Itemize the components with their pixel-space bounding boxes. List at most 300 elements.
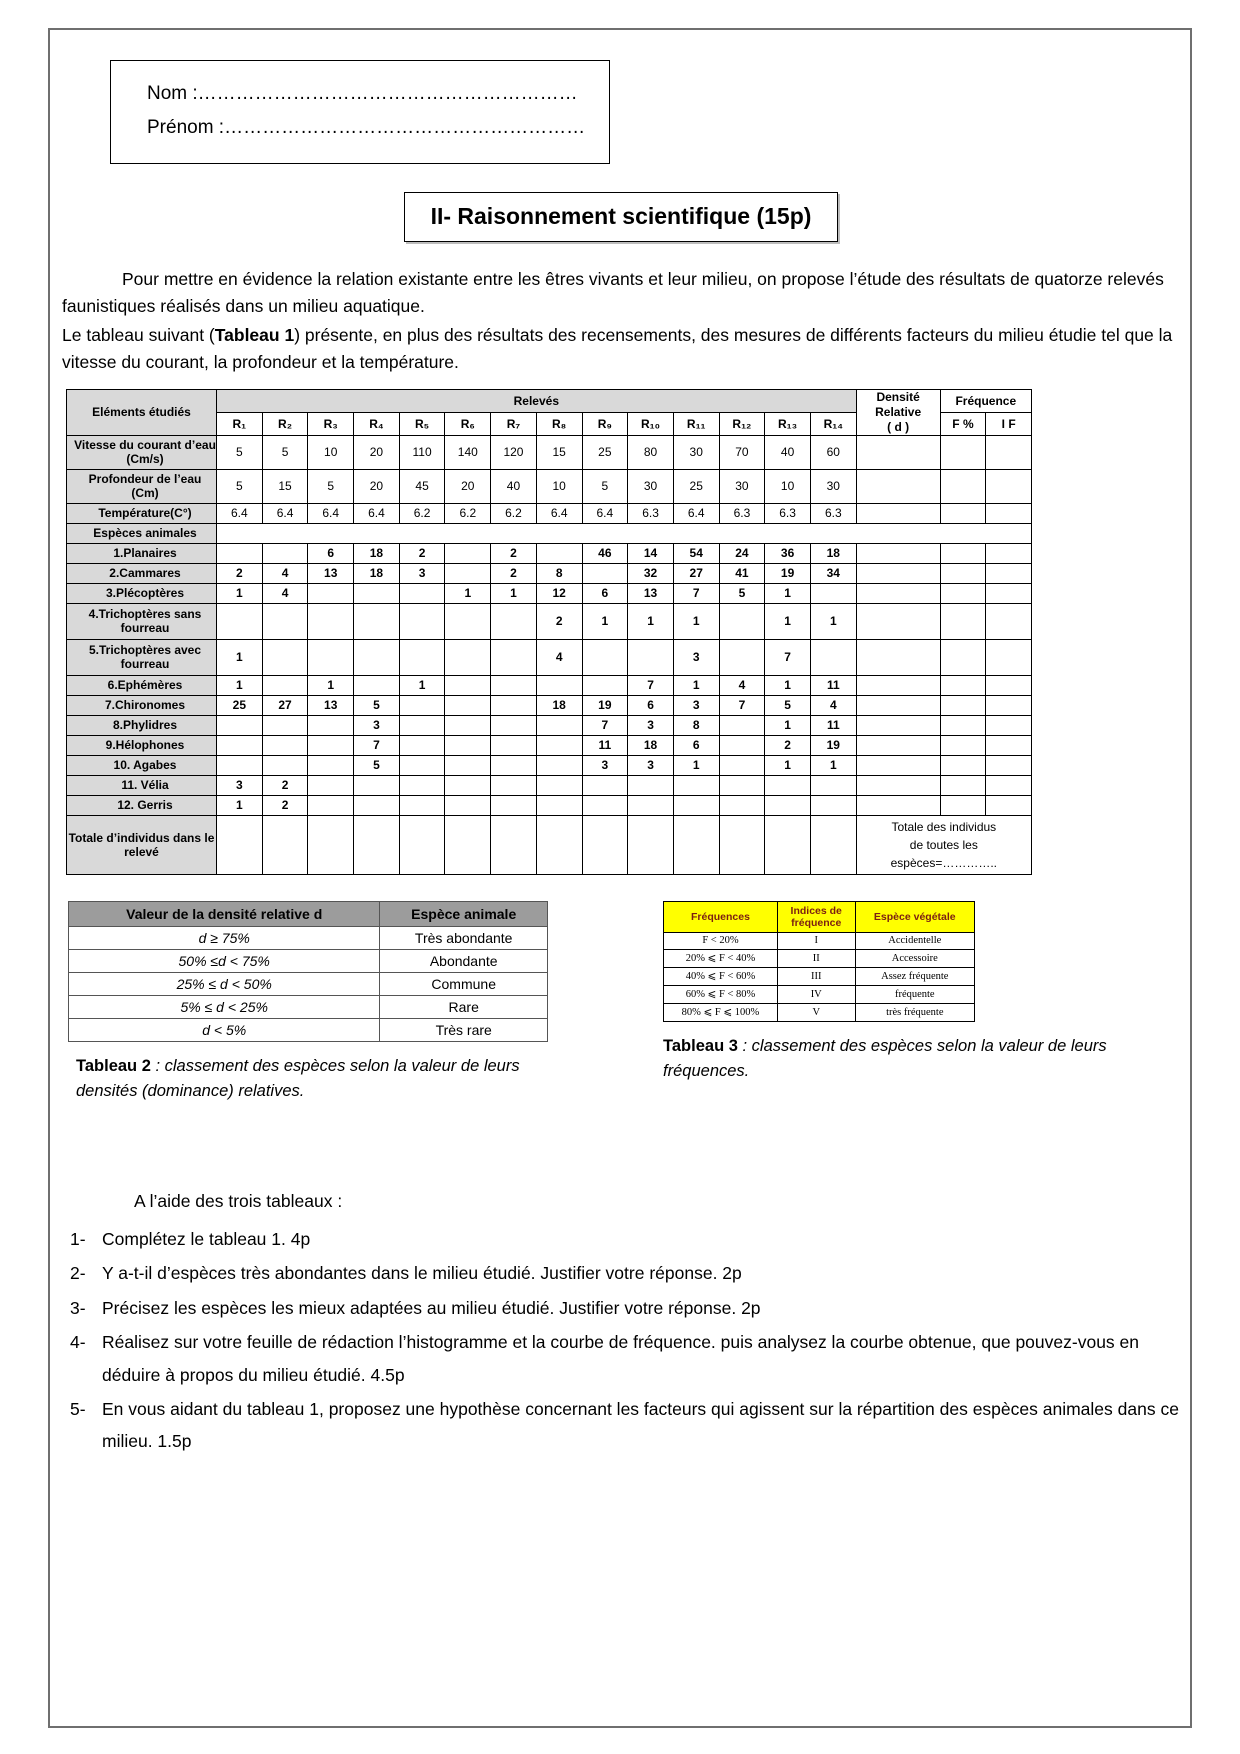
cell-s11-r4 xyxy=(354,775,400,795)
intro-paragraph-2 xyxy=(62,322,1180,376)
identity-box xyxy=(110,60,610,164)
header-if: I F xyxy=(986,412,1032,435)
cell-s10-r4: 5 xyxy=(354,755,400,775)
questions-list xyxy=(62,1223,1180,1458)
question-item xyxy=(62,1393,1180,1458)
cell-s3-r11: 7 xyxy=(673,583,719,603)
table-row xyxy=(67,639,1032,675)
table-2-body xyxy=(69,926,548,1041)
cell-s8-r14: 11 xyxy=(810,715,856,735)
cell-total-r13 xyxy=(765,815,811,874)
prenom-field[interactable]: Prénom :………………………………………………… xyxy=(147,117,586,138)
cell-total-r8 xyxy=(536,815,582,874)
cell-if-s3 xyxy=(986,583,1032,603)
cell-s12-r5 xyxy=(399,795,445,815)
cell-s11-r12 xyxy=(719,775,765,795)
cell-fpercent-s12 xyxy=(940,795,986,815)
cell-f1-r1: 5 xyxy=(217,435,263,469)
row-label-species-10: 10. Agabes xyxy=(67,755,217,775)
t3-freq-4: 60% ⩽ F < 80% xyxy=(664,985,778,1003)
header-releve-5: R₅ xyxy=(399,412,445,435)
question-item xyxy=(62,1223,1180,1255)
cell-s2-r11: 27 xyxy=(673,563,719,583)
table-1-releves xyxy=(66,389,1032,875)
t3-caption-text: : classement des espèces selon la valeur de leurs fréquences. xyxy=(663,1036,1107,1081)
species-section-row xyxy=(67,523,1032,543)
cell-s7-r10: 6 xyxy=(628,695,674,715)
table-row xyxy=(664,985,975,1003)
row-label-species-8: 8.Phylidres xyxy=(67,715,217,735)
cell-s12-r7 xyxy=(491,795,537,815)
row-label-species-9: 9.Hélophones xyxy=(67,735,217,755)
table-2-header-row xyxy=(69,901,548,926)
cell-s2-r5: 3 xyxy=(399,563,445,583)
cell-s6-r6 xyxy=(445,675,491,695)
t2-species-3: Commune xyxy=(380,972,548,995)
cell-s8-r6 xyxy=(445,715,491,735)
t2-range-3: 25% ≤ d < 50% xyxy=(69,972,380,995)
header-releve-10: R₁₀ xyxy=(628,412,674,435)
cell-densite-f1 xyxy=(856,435,940,469)
cell-total-r11 xyxy=(673,815,719,874)
cell-s4-r4 xyxy=(354,603,400,639)
table-2-head xyxy=(69,901,548,926)
cell-s3-r12: 5 xyxy=(719,583,765,603)
row-label-species-3: 3.Plécoptères xyxy=(67,583,217,603)
cell-s1-r8 xyxy=(536,543,582,563)
cell-s9-r8 xyxy=(536,735,582,755)
cell-s3-r6: 1 xyxy=(445,583,491,603)
cell-s7-r6 xyxy=(445,695,491,715)
row-label-factor-2: Profondeur de l’eau (Cm) xyxy=(67,469,217,503)
cell-s2-r8: 8 xyxy=(536,563,582,583)
table-row xyxy=(67,563,1032,583)
table-row xyxy=(67,775,1032,795)
cell-fpercent-s2 xyxy=(940,563,986,583)
cell-s9-r14: 19 xyxy=(810,735,856,755)
table-3-head xyxy=(664,901,975,932)
cell-s1-r14: 18 xyxy=(810,543,856,563)
cell-f2-r10: 30 xyxy=(628,469,674,503)
cell-f2-r3: 5 xyxy=(308,469,354,503)
table-1-body xyxy=(67,435,1032,874)
cell-s3-r1: 1 xyxy=(217,583,263,603)
cell-densite-s5 xyxy=(856,639,940,675)
cell-s5-r5 xyxy=(399,639,445,675)
cell-f1-r9: 25 xyxy=(582,435,628,469)
row-label-especes-animales: Espèces animales xyxy=(67,523,217,543)
cell-s8-r13: 1 xyxy=(765,715,811,735)
cell-s4-r9: 1 xyxy=(582,603,628,639)
cell-fpercent-s1 xyxy=(940,543,986,563)
header-elements-etudies: Eléments étudiés xyxy=(67,389,217,435)
cell-s12-r3 xyxy=(308,795,354,815)
cell-s3-r4 xyxy=(354,583,400,603)
cell-s8-r1 xyxy=(217,715,263,735)
header-releve-12: R₁₂ xyxy=(719,412,765,435)
table-1-header-row-1 xyxy=(67,389,1032,412)
cell-fpercent-s8 xyxy=(940,715,986,735)
intro-paragraph-1: Pour mettre en évidence la relation existante entre les êtres vivants et leur milieu, on propose l’étude des résultats de quatorze relevés faunistiques réalisés dans un milieu aquatique. xyxy=(62,269,1164,317)
cell-s4-r14: 1 xyxy=(810,603,856,639)
cell-total-r4 xyxy=(354,815,400,874)
t3-espece-2: Accessoire xyxy=(855,949,974,967)
cell-if-s5 xyxy=(986,639,1032,675)
cell-densite-f2 xyxy=(856,469,940,503)
cell-total-r9 xyxy=(582,815,628,874)
cell-f1-r8: 15 xyxy=(536,435,582,469)
cell-f1-r10: 80 xyxy=(628,435,674,469)
cell-s12-r9 xyxy=(582,795,628,815)
cell-s2-r14: 34 xyxy=(810,563,856,583)
cell-densite-s8 xyxy=(856,715,940,735)
cell-s10-r5 xyxy=(399,755,445,775)
cell-fpercent-f1 xyxy=(940,435,986,469)
cell-s10-r11: 1 xyxy=(673,755,719,775)
cell-s9-r1 xyxy=(217,735,263,755)
t2-header-espece: Espèce animale xyxy=(380,901,548,926)
cell-f3-r7: 6.2 xyxy=(491,503,537,523)
cell-s12-r6 xyxy=(445,795,491,815)
cell-s6-r13: 1 xyxy=(765,675,811,695)
cell-s7-r5 xyxy=(399,695,445,715)
cell-total-r1 xyxy=(217,815,263,874)
t3-freq-3: 40% ⩽ F < 60% xyxy=(664,967,778,985)
header-releve-11: R₁₁ xyxy=(673,412,719,435)
cell-s3-r3 xyxy=(308,583,354,603)
cell-fpercent-s9 xyxy=(940,735,986,755)
cell-s11-r14 xyxy=(810,775,856,795)
cell-s8-r2 xyxy=(262,715,308,735)
cell-s10-r8 xyxy=(536,755,582,775)
cell-f2-r7: 40 xyxy=(491,469,537,503)
header-frequence-group: Fréquence xyxy=(940,389,1031,412)
cell-s1-r6 xyxy=(445,543,491,563)
cell-f3-r3: 6.4 xyxy=(308,503,354,523)
t2-species-2: Abondante xyxy=(380,949,548,972)
cell-s12-r1: 1 xyxy=(217,795,263,815)
intro-p2-c: ) présente, en plus des résultats des recensements, des mesures de différents facteurs du milieu étudie tel que la vitesse du courant, la profondeur et la température. xyxy=(62,325,1173,373)
cell-s10-r7 xyxy=(491,755,537,775)
cell-if-s1 xyxy=(986,543,1032,563)
cell-s1-r12: 24 xyxy=(719,543,765,563)
cell-s9-r12 xyxy=(719,735,765,755)
cell-f1-r3: 10 xyxy=(308,435,354,469)
cell-total-r3 xyxy=(308,815,354,874)
cell-f2-r12: 30 xyxy=(719,469,765,503)
t3-header-indices xyxy=(777,901,855,932)
t3-espece-1: Accidentelle xyxy=(855,932,974,949)
cell-densite-s4 xyxy=(856,603,940,639)
title-wrapper xyxy=(62,192,1180,242)
header-releve-4: R₄ xyxy=(354,412,400,435)
cell-s7-r8: 18 xyxy=(536,695,582,715)
cell-s1-r2 xyxy=(262,543,308,563)
cell-if-s8 xyxy=(986,715,1032,735)
questions-section xyxy=(62,1185,1180,1458)
table-row xyxy=(69,926,548,949)
cell-s4-r3 xyxy=(308,603,354,639)
cell-s6-r9 xyxy=(582,675,628,695)
t3-freq-2: 20% ⩽ F < 40% xyxy=(664,949,778,967)
table-row xyxy=(67,435,1032,469)
cell-s5-r3 xyxy=(308,639,354,675)
table-3-body xyxy=(664,932,975,1021)
cell-s6-r14: 11 xyxy=(810,675,856,695)
table-3-caption xyxy=(663,1034,1180,1085)
cell-s3-r10: 13 xyxy=(628,583,674,603)
cell-s7-r13: 5 xyxy=(765,695,811,715)
cell-s11-r11 xyxy=(673,775,719,795)
header-releve-9: R₉ xyxy=(582,412,628,435)
cell-fpercent-s5 xyxy=(940,639,986,675)
cell-fpercent-s6 xyxy=(940,675,986,695)
cell-if-f1 xyxy=(986,435,1032,469)
cell-s10-r10: 3 xyxy=(628,755,674,775)
question-text-2: Y a-t-il d’espèces très abondantes dans le milieu étudié. Justifier votre réponse. 2p xyxy=(102,1263,742,1284)
cell-s12-r2: 2 xyxy=(262,795,308,815)
cell-f2-r14: 30 xyxy=(810,469,856,503)
cell-densite-s9 xyxy=(856,735,940,755)
table-row xyxy=(67,603,1032,639)
cell-s5-r2 xyxy=(262,639,308,675)
question-item xyxy=(62,1257,1180,1289)
cell-s3-r14 xyxy=(810,583,856,603)
question-number-1: 1- xyxy=(70,1229,86,1249)
cell-s9-r13: 2 xyxy=(765,735,811,755)
cell-s11-r9 xyxy=(582,775,628,795)
table-row xyxy=(69,1018,548,1041)
cell-s2-r3: 13 xyxy=(308,563,354,583)
cell-s6-r12: 4 xyxy=(719,675,765,695)
cell-fpercent-s10 xyxy=(940,755,986,775)
t2-range-4: 5% ≤ d < 25% xyxy=(69,995,380,1018)
t3-indice-3: III xyxy=(777,967,855,985)
cell-s7-r9: 19 xyxy=(582,695,628,715)
cell-f3-r2: 6.4 xyxy=(262,503,308,523)
cell-total-r7 xyxy=(491,815,537,874)
cell-s2-r1: 2 xyxy=(217,563,263,583)
row-label-species-2: 2.Cammares xyxy=(67,563,217,583)
cell-f1-r2: 5 xyxy=(262,435,308,469)
cell-if-s7 xyxy=(986,695,1032,715)
t3-freq-5: 80% ⩽ F ⩽ 100% xyxy=(664,1003,778,1021)
row-label-factor-3: Température(C°) xyxy=(67,503,217,523)
cell-s6-r8 xyxy=(536,675,582,695)
cell-f3-r1: 6.4 xyxy=(217,503,263,523)
cell-if-s11 xyxy=(986,775,1032,795)
cell-f2-r2: 15 xyxy=(262,469,308,503)
cell-s7-r4: 5 xyxy=(354,695,400,715)
cell-s9-r3 xyxy=(308,735,354,755)
cell-s5-r7 xyxy=(491,639,537,675)
species-section-blank xyxy=(217,523,1032,543)
cell-s7-r11: 3 xyxy=(673,695,719,715)
cell-s1-r11: 54 xyxy=(673,543,719,563)
tableau-3-block xyxy=(663,901,1180,1085)
cell-total-r12 xyxy=(719,815,765,874)
cell-s6-r4 xyxy=(354,675,400,695)
cell-s9-r7 xyxy=(491,735,537,755)
table-row xyxy=(67,675,1032,695)
cell-s9-r10: 18 xyxy=(628,735,674,755)
intro-p2-a: Le tableau suivant ( xyxy=(62,325,215,346)
question-text-3: Précisez les espèces les mieux adaptées au milieu étudié. Justifier votre réponse. 2p xyxy=(102,1297,761,1318)
cell-s6-r11: 1 xyxy=(673,675,719,695)
t3-indice-1: I xyxy=(777,932,855,949)
cell-s3-r9: 6 xyxy=(582,583,628,603)
cell-s10-r12 xyxy=(719,755,765,775)
cell-f3-r6: 6.2 xyxy=(445,503,491,523)
cell-s8-r8 xyxy=(536,715,582,735)
cell-s11-r3 xyxy=(308,775,354,795)
cell-s12-r4 xyxy=(354,795,400,815)
row-label-species-12: 12. Gerris xyxy=(67,795,217,815)
header-releve-3: R₃ xyxy=(308,412,354,435)
cell-f3-r9: 6.4 xyxy=(582,503,628,523)
cell-s7-r1: 25 xyxy=(217,695,263,715)
cell-f3-r4: 6.4 xyxy=(354,503,400,523)
cell-s12-r10 xyxy=(628,795,674,815)
cell-s9-r4: 7 xyxy=(354,735,400,755)
cell-f1-r14: 60 xyxy=(810,435,856,469)
table-row xyxy=(67,695,1032,715)
nom-field[interactable]: Nom :…………………………………………………… xyxy=(147,83,578,104)
cell-s1-r13: 36 xyxy=(765,543,811,563)
cell-if-f3 xyxy=(986,503,1032,523)
table-row xyxy=(69,995,548,1018)
cell-s3-r2: 4 xyxy=(262,583,308,603)
cell-s11-r1: 3 xyxy=(217,775,263,795)
t3-indices-line-2: fréquence xyxy=(791,916,842,929)
cell-s2-r13: 19 xyxy=(765,563,811,583)
cell-s8-r10: 3 xyxy=(628,715,674,735)
cell-s9-r11: 6 xyxy=(673,735,719,755)
cell-s5-r9 xyxy=(582,639,628,675)
t2-range-2: 50% ≤d < 75% xyxy=(69,949,380,972)
cell-f1-r4: 20 xyxy=(354,435,400,469)
cell-densite-s12 xyxy=(856,795,940,815)
row-label-species-4: 4.Trichoptères sans fourreau xyxy=(67,603,217,639)
cell-s8-r3 xyxy=(308,715,354,735)
cell-densite-s2 xyxy=(856,563,940,583)
cell-s5-r4 xyxy=(354,639,400,675)
question-text-4: Réalisez sur votre feuille de rédaction l’histogramme et la courbe de fréquence. puis analysez la courbe obtenue, que pouvez-vous en déduire à propos du milieu étudié. 4.5p xyxy=(102,1332,1140,1385)
cell-s4-r12 xyxy=(719,603,765,639)
secondary-tables-row xyxy=(62,901,1180,1105)
t3-indice-5: V xyxy=(777,1003,855,1021)
table-2-densite xyxy=(68,901,548,1042)
cell-s2-r2: 4 xyxy=(262,563,308,583)
cell-s3-r7: 1 xyxy=(491,583,537,603)
cell-s3-r8: 12 xyxy=(536,583,582,603)
cell-total-r5 xyxy=(399,815,445,874)
row-label-factor-1: Vitesse du courant d’eau (Cm/s) xyxy=(67,435,217,469)
row-label-species-5: 5.Trichoptères avec fourreau xyxy=(67,639,217,675)
cell-f3-r10: 6.3 xyxy=(628,503,674,523)
intro-text xyxy=(62,266,1180,377)
cell-f3-r11: 6.4 xyxy=(673,503,719,523)
cell-densite-s6 xyxy=(856,675,940,695)
cell-s7-r2: 27 xyxy=(262,695,308,715)
total-note-line-1: Totale des individus xyxy=(891,819,997,834)
cell-s5-r13: 7 xyxy=(765,639,811,675)
t3-indices-line-1: Indices de xyxy=(790,904,842,917)
header-releve-7: R₇ xyxy=(491,412,537,435)
page-title: II- Raisonnement scientifique (15p) xyxy=(404,192,839,242)
question-item xyxy=(62,1292,1180,1324)
t3-indice-4: IV xyxy=(777,985,855,1003)
cell-s10-r2 xyxy=(262,755,308,775)
cell-total-r10 xyxy=(628,815,674,874)
cell-s8-r9: 7 xyxy=(582,715,628,735)
cell-f2-r13: 10 xyxy=(765,469,811,503)
header-releve-1: R₁ xyxy=(217,412,263,435)
cell-total-r2 xyxy=(262,815,308,874)
cell-s6-r5: 1 xyxy=(399,675,445,695)
cell-s6-r1: 1 xyxy=(217,675,263,695)
question-item xyxy=(62,1326,1180,1391)
tableau-2-block xyxy=(68,901,571,1105)
cell-total-r6 xyxy=(445,815,491,874)
header-releves-group: Relevés xyxy=(217,389,857,412)
cell-s1-r1 xyxy=(217,543,263,563)
page-content xyxy=(62,42,1180,1460)
table-row xyxy=(664,949,975,967)
cell-f1-r11: 30 xyxy=(673,435,719,469)
cell-s5-r14 xyxy=(810,639,856,675)
table-row xyxy=(67,503,1032,523)
cell-s9-r6 xyxy=(445,735,491,755)
cell-s4-r13: 1 xyxy=(765,603,811,639)
cell-s3-r13: 1 xyxy=(765,583,811,603)
cell-s11-r5 xyxy=(399,775,445,795)
cell-f3-r8: 6.4 xyxy=(536,503,582,523)
row-label-species-1: 1.Planaires xyxy=(67,543,217,563)
cell-fpercent-f2 xyxy=(940,469,986,503)
table-row xyxy=(67,795,1032,815)
cell-f2-r5: 45 xyxy=(399,469,445,503)
question-text-1: Complétez le tableau 1. 4p xyxy=(102,1229,311,1249)
cell-densite-s7 xyxy=(856,695,940,715)
cell-s8-r4: 3 xyxy=(354,715,400,735)
t3-espece-5: très fréquente xyxy=(855,1003,974,1021)
cell-if-s12 xyxy=(986,795,1032,815)
cell-f3-r5: 6.2 xyxy=(399,503,445,523)
cell-f2-r11: 25 xyxy=(673,469,719,503)
t2-caption-label: Tableau 2 xyxy=(76,1056,151,1075)
cell-s4-r8: 2 xyxy=(536,603,582,639)
cell-s10-r6 xyxy=(445,755,491,775)
table-row xyxy=(69,949,548,972)
table-row xyxy=(664,932,975,949)
cell-s8-r11: 8 xyxy=(673,715,719,735)
question-text-5: En vous aidant du tableau 1, proposez une hypothèse concernant les facteurs qui agissent sur la répartition des espèces animales dans ce milieu. 1.5p xyxy=(102,1398,1179,1452)
cell-s8-r5 xyxy=(399,715,445,735)
cell-s6-r10: 7 xyxy=(628,675,674,695)
cell-if-s6 xyxy=(986,675,1032,695)
table-row xyxy=(67,755,1032,775)
table-2-caption xyxy=(76,1054,571,1105)
cell-s6-r2 xyxy=(262,675,308,695)
t2-species-1: Très abondante xyxy=(380,926,548,949)
cell-f1-r6: 140 xyxy=(445,435,491,469)
cell-s7-r12: 7 xyxy=(719,695,765,715)
cell-total-r14 xyxy=(810,815,856,874)
question-number-5: 5- xyxy=(70,1398,86,1419)
cell-s5-r1: 1 xyxy=(217,639,263,675)
cell-densite-f3 xyxy=(856,503,940,523)
